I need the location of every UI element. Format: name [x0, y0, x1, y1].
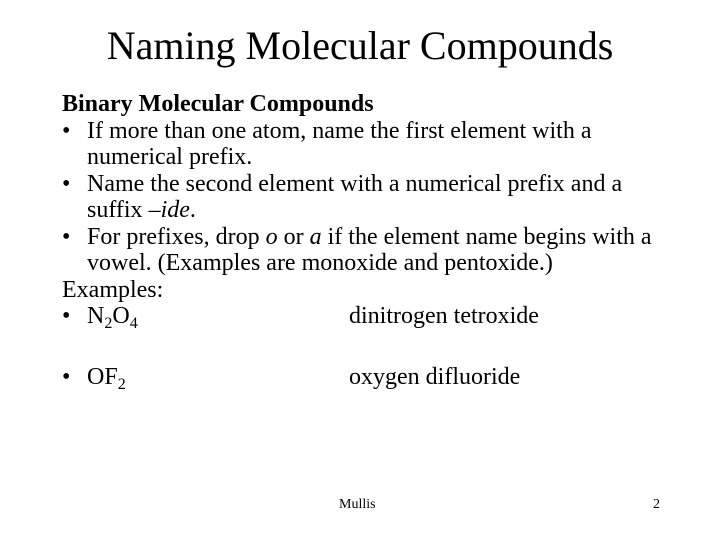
page-number: 2: [653, 497, 660, 512]
bullet-text: if the element name begins with a vowel. (Examples are monoxide and pentoxide.): [87, 223, 652, 276]
formula-subscript: 2: [117, 375, 126, 393]
footer-author: Mullis: [339, 497, 376, 512]
letter-a-italic: a: [309, 223, 322, 250]
compound-name: oxygen difluoride: [349, 363, 521, 390]
examples-label: Examples:: [62, 276, 164, 303]
example-row-2: [62, 364, 682, 391]
bullet-text: If more than one atom, name the first element with a numerical prefix.: [87, 117, 592, 170]
bullet-icon: •: [62, 223, 71, 250]
formula-subscript: 4: [129, 315, 138, 332]
bullet-item-2: [62, 171, 682, 224]
bullet-icon: •: [62, 363, 71, 390]
formula: [87, 364, 126, 391]
bullet-text: or: [277, 223, 310, 250]
bullet-icon: •: [62, 117, 71, 144]
formula: [87, 303, 138, 330]
section-heading: Binary Molecular Compounds: [62, 91, 374, 117]
letter-o-italic: o: [265, 223, 278, 250]
bullet-icon: •: [62, 303, 71, 329]
formula-element: N: [87, 303, 105, 329]
formula-subscript: 2: [104, 315, 113, 332]
formula-element: O: [112, 303, 130, 329]
suffix-italic: –ide: [148, 197, 190, 223]
compound-name: dinitrogen tetroxide: [349, 303, 539, 329]
bullet-text: For prefixes, drop: [87, 223, 266, 250]
spacer: [62, 330, 682, 364]
formula-element: OF: [87, 363, 118, 390]
slide-title: Naming Molecular Compounds: [106, 23, 614, 68]
bullet-item-3: [62, 224, 682, 277]
example-row-1: [62, 303, 682, 330]
bullet-icon: •: [62, 170, 71, 197]
bullet-item-1: [62, 118, 682, 171]
slide-body: [62, 91, 682, 393]
bullet-text: Name the second element with a numerical prefix and a suffix: [87, 170, 623, 223]
bullet-text-end: .: [189, 197, 196, 223]
